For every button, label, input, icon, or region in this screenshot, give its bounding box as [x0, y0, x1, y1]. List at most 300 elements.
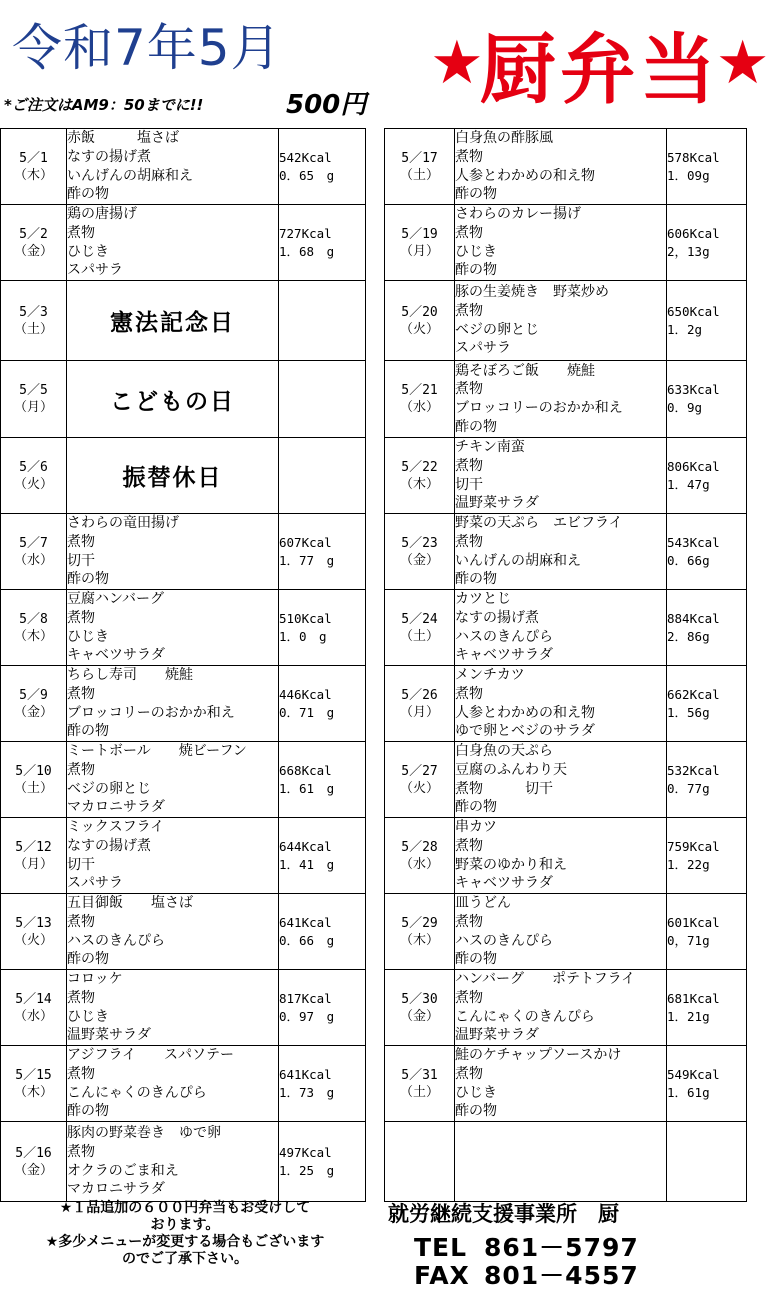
fax-number: 801－4557 — [484, 1261, 639, 1290]
menu-item: こんにゃくのきんぴら — [67, 1084, 207, 1101]
date-text: 5／20 — [401, 304, 438, 320]
weekday-text: （金） — [13, 704, 53, 720]
day-date — [1, 894, 67, 970]
nutrition — [667, 205, 747, 281]
day-date — [385, 281, 455, 361]
day-row — [1, 281, 366, 361]
menu-item: 皿うどん — [455, 895, 511, 911]
menu-item: マカロニサラダ — [67, 799, 165, 816]
nutrition — [279, 742, 366, 818]
date-text: 5／8 — [19, 611, 48, 627]
menu-item: 煮物 — [455, 381, 483, 398]
menu-item: 煮物 — [67, 533, 95, 550]
empty-cell — [279, 438, 366, 514]
menu-item: ミートボール 焼ビーフン — [67, 743, 247, 759]
kcal-value: 549Kcal — [667, 1066, 720, 1082]
day-row — [385, 894, 747, 970]
date-text: 5／13 — [15, 915, 52, 931]
kcal-value: 607Kcal — [279, 534, 332, 550]
date-text: 5／6 — [19, 459, 48, 475]
salt-value: 0．9g — [667, 400, 703, 415]
day-date — [385, 438, 455, 514]
menu-items — [455, 1046, 667, 1122]
date-text: 5／2 — [19, 226, 48, 242]
menu-item: 五目御飯 塩さば — [67, 895, 193, 911]
day-date — [1, 666, 67, 742]
day-row — [385, 361, 747, 438]
star-icon: ★ — [430, 28, 484, 98]
date-text: 5／29 — [401, 915, 438, 931]
kcal-value: 662Kcal — [667, 686, 720, 702]
kcal-value: 727Kcal — [279, 225, 332, 241]
menu-items — [455, 281, 667, 361]
day-date — [385, 818, 455, 894]
weekday-text: （土） — [13, 321, 53, 337]
menu-items — [67, 129, 279, 205]
menu-item: メンチカツ — [455, 667, 525, 683]
brand-logo — [430, 8, 770, 118]
menu-item: ハスのきんぴら — [67, 932, 165, 949]
salt-value: 0．66 g — [279, 932, 335, 948]
menu-item: 串カツ — [455, 819, 497, 835]
day-date — [1, 1122, 67, 1202]
day-row — [385, 205, 747, 281]
salt-value: 1．73 g — [279, 1084, 335, 1100]
salt-value: 0．97 g — [279, 1008, 335, 1024]
menu-item: 酢の物 — [455, 799, 497, 816]
kcal-value: 681Kcal — [667, 990, 720, 1006]
kcal-value: 650Kcal — [667, 303, 720, 319]
weekday-text: （土） — [13, 780, 53, 796]
day-date — [1, 129, 67, 205]
weekday-text: （水） — [399, 400, 439, 415]
menu-items — [67, 894, 279, 970]
kcal-value: 543Kcal — [667, 534, 720, 550]
menu-item: 酢の物 — [455, 951, 497, 968]
date-text: 5／30 — [401, 991, 438, 1007]
nutrition — [279, 1046, 366, 1122]
day-date — [385, 361, 455, 438]
menu-item: 切干 — [455, 476, 483, 493]
nutrition — [279, 514, 366, 590]
brand-name: 厨弁当 — [479, 24, 720, 114]
day-row — [1, 970, 366, 1046]
nutrition — [279, 1122, 366, 1202]
menu-item: ブロッコリーのおかか和え — [67, 704, 235, 721]
kcal-value: 532Kcal — [667, 762, 720, 778]
menu-items — [455, 361, 667, 438]
weekday-text: （木） — [13, 628, 53, 644]
nutrition — [279, 970, 366, 1046]
menu-item: 赤飯 塩さば — [67, 130, 179, 146]
menu-item: 酢の物 — [67, 723, 109, 740]
date-text: 5／24 — [401, 611, 438, 627]
menu-item: ひじき — [67, 628, 109, 645]
menu-table-left — [0, 128, 366, 1202]
day-row — [385, 666, 747, 742]
day-date — [385, 1046, 455, 1122]
menu-items — [455, 438, 667, 514]
note-line: のでご了承下さい。 — [122, 1251, 248, 1267]
salt-value: 0．65 g — [279, 167, 335, 183]
menu-item: さわらの竜田揚げ — [67, 515, 179, 531]
salt-value: 1．25 g — [279, 1162, 335, 1178]
salt-value: 1．61g — [667, 1084, 710, 1100]
day-row — [385, 281, 747, 361]
menu-items — [455, 818, 667, 894]
kcal-value: 641Kcal — [279, 1066, 332, 1082]
menu-item: 温野菜サラダ — [455, 1027, 539, 1044]
date-text: 5／22 — [401, 459, 438, 475]
day-row — [1, 129, 366, 205]
menu-item: 煮物 — [67, 609, 95, 626]
salt-value: 1．68 g — [279, 243, 335, 259]
menu-item: 酢の物 — [455, 1103, 497, 1120]
salt-value: 2．86g — [667, 628, 710, 644]
day-row — [385, 129, 747, 205]
date-text: 5／17 — [401, 150, 438, 166]
kcal-value: 806Kcal — [667, 458, 720, 474]
day-date — [1, 281, 67, 361]
menu-items — [455, 666, 667, 742]
menu-item: カツとじ — [455, 591, 511, 607]
nutrition — [279, 894, 366, 970]
day-date — [1, 205, 67, 281]
menu-item: 鶏の唐揚げ — [67, 206, 137, 222]
weekday-text: （火） — [399, 780, 439, 796]
holiday-name: 振替休日 — [67, 438, 279, 514]
nutrition — [667, 361, 747, 438]
menu-item: ブロッコリーのおかか和え — [455, 400, 623, 416]
weekday-text: （土） — [399, 1084, 439, 1100]
empty-row — [385, 1122, 747, 1202]
menu-items — [67, 970, 279, 1046]
day-date — [385, 514, 455, 590]
menu-item: 煮物 — [455, 989, 483, 1006]
menu-item: オクラのごま和え — [67, 1162, 179, 1179]
empty-cell — [385, 1122, 455, 1202]
menu-item: 切干 — [67, 856, 95, 873]
menu-item: 煮物 — [67, 761, 95, 778]
day-date — [385, 742, 455, 818]
date-text: 5／3 — [19, 304, 48, 320]
day-row — [385, 818, 747, 894]
day-date — [1, 818, 67, 894]
menu-item: ゆで卵とベジのサラダ — [455, 723, 595, 740]
menu-items — [67, 590, 279, 666]
date-text: 5／27 — [401, 763, 438, 779]
day-date — [385, 129, 455, 205]
day-row — [1, 1122, 366, 1202]
weekday-text: （火） — [399, 321, 439, 337]
menu-items — [67, 205, 279, 281]
menu-item: ハンバーグ ポテトフライ — [455, 971, 636, 987]
holiday-name: 憲法記念日 — [67, 281, 279, 361]
menu-item: 切干 — [67, 552, 95, 569]
menu-item: 煮物 — [455, 533, 483, 550]
menu-item: なすの揚げ煮 — [455, 609, 539, 626]
day-row — [1, 818, 366, 894]
day-row — [385, 970, 747, 1046]
menu-item: 豆腐ハンバーグ — [67, 591, 165, 607]
nutrition — [667, 818, 747, 894]
menu-item: 人参とわかめの和え物 — [455, 704, 595, 721]
date-text: 5／7 — [19, 535, 48, 551]
weekday-text: （月） — [13, 400, 53, 415]
weekday-text: （土） — [399, 167, 439, 183]
day-row — [385, 514, 747, 590]
weekday-text: （月） — [399, 243, 439, 259]
menu-item: 酢の物 — [455, 571, 497, 588]
menu-item: 野菜のゆかり和え — [455, 856, 567, 873]
weekday-text: （木） — [399, 932, 439, 948]
menu-items — [455, 894, 667, 970]
menu-items — [67, 666, 279, 742]
day-date — [1, 361, 67, 438]
nutrition — [667, 514, 747, 590]
weekday-text: （火） — [13, 932, 53, 948]
menu-item: 煮物 — [67, 685, 95, 702]
salt-value: 1．0 g — [279, 628, 327, 644]
menu-item: いんげんの胡麻和え — [67, 167, 193, 184]
menu-item: ひじき — [67, 243, 109, 260]
menu-item: ミックスフライ — [67, 819, 165, 835]
date-text: 5／28 — [401, 839, 438, 855]
menu-item: キャベツサラダ — [455, 647, 553, 664]
page-title: 令和7年5月 — [12, 19, 282, 77]
weekday-text: （金） — [13, 1162, 53, 1178]
menu-item: マカロニサラダ — [67, 1181, 165, 1198]
salt-value: 1．41 g — [279, 856, 335, 872]
day-row — [1, 742, 366, 818]
fax-label: FAX — [414, 1261, 470, 1290]
nutrition — [667, 438, 747, 514]
salt-value: 0．66g — [667, 552, 710, 568]
weekday-text: （木） — [399, 476, 439, 492]
menu-item: 煮物 — [67, 1143, 95, 1160]
nutrition — [279, 666, 366, 742]
nutrition — [667, 970, 747, 1046]
menu-item: ひじき — [455, 243, 497, 260]
kcal-value: 606Kcal — [667, 225, 720, 241]
date-text: 5／12 — [15, 839, 52, 855]
weekday-text: （月） — [13, 856, 53, 872]
day-date — [385, 970, 455, 1046]
kcal-value: 633Kcal — [667, 382, 720, 397]
salt-value: 1．09g — [667, 167, 710, 183]
menu-item: ひじき — [67, 1008, 109, 1025]
menu-item: コロッケ — [67, 971, 123, 987]
menu-item: こんにゃくのきんぴら — [455, 1008, 595, 1025]
weekday-text: （水） — [13, 552, 53, 568]
kcal-value: 759Kcal — [667, 838, 720, 854]
salt-value: 1．22g — [667, 856, 710, 872]
weekday-text: （金） — [13, 243, 53, 259]
salt-value: 1．47g — [667, 476, 710, 492]
salt-value: 0．71 g — [279, 704, 335, 720]
nutrition — [279, 590, 366, 666]
star-icon: ★ — [715, 28, 770, 98]
menu-item: 豚肉の野菜巻き ゆで卵 — [67, 1125, 221, 1141]
note-line: おります。 — [150, 1217, 220, 1233]
date-text: 5／15 — [15, 1067, 52, 1083]
day-row — [1, 894, 366, 970]
menu-item: 白身魚の天ぷら — [455, 743, 553, 759]
menu-item: ハスのきんぴら — [455, 932, 553, 949]
day-row — [1, 361, 366, 438]
day-row — [1, 666, 366, 742]
weekday-text: （金） — [399, 552, 439, 568]
date-text: 5／26 — [401, 687, 438, 703]
empty-cell — [279, 361, 366, 438]
menu-item: さわらのカレー揚げ — [455, 206, 581, 222]
nutrition — [667, 1046, 747, 1122]
note-line: ★多少メニューが変更する場合もございます — [45, 1234, 325, 1250]
salt-value: 1．2g — [667, 321, 703, 337]
menu-items — [67, 1046, 279, 1122]
salt-value: 1．77 g — [279, 552, 335, 568]
menu-item: スパサラ — [455, 340, 511, 357]
salt-value: 1．56g — [667, 704, 710, 720]
menu-item: 煮物 — [455, 224, 483, 241]
kcal-value: 510Kcal — [279, 610, 332, 626]
menu-item: 鮭のケチャップソースかけ — [455, 1047, 622, 1063]
weekday-text: （月） — [399, 704, 439, 720]
day-date — [1, 1046, 67, 1122]
date-text: 5／14 — [15, 991, 52, 1007]
kcal-value: 446Kcal — [279, 686, 332, 702]
day-date — [1, 970, 67, 1046]
date-text: 5／5 — [19, 383, 48, 398]
menu-item: 野菜の天ぷら エビフライ — [455, 515, 623, 531]
kcal-value: 644Kcal — [279, 838, 332, 854]
kcal-value: 601Kcal — [667, 914, 720, 930]
menu-item: 煮物 — [67, 913, 95, 930]
menu-item: 人参とわかめの和え物 — [455, 167, 595, 184]
holiday-name: こどもの日 — [67, 361, 279, 438]
menu-item: 煮物 — [455, 148, 483, 165]
menu-item: ひじき — [455, 1084, 497, 1101]
day-row — [1, 205, 366, 281]
day-date — [1, 438, 67, 514]
date-text: 5／21 — [401, 383, 438, 398]
fax-line — [414, 1256, 639, 1292]
kcal-value: 578Kcal — [667, 149, 720, 165]
menu-item: アジフライ スパソテー — [67, 1047, 235, 1063]
menu-table-right — [384, 128, 747, 1202]
date-text: 5／31 — [401, 1067, 438, 1083]
menu-item: ベジの卵とじ — [455, 321, 539, 338]
menu-items — [455, 205, 667, 281]
menu-items — [67, 742, 279, 818]
day-date — [1, 514, 67, 590]
salt-value: 0，71g — [667, 932, 710, 948]
menu-item: いんげんの胡麻和え — [455, 552, 581, 569]
menu-item: なすの揚げ煮 — [67, 148, 151, 165]
menu-item: 酢の物 — [67, 571, 109, 588]
day-row — [385, 590, 747, 666]
day-date — [1, 742, 67, 818]
salt-value: 1．21g — [667, 1008, 710, 1024]
footer-notes — [4, 1200, 366, 1268]
kcal-value: 641Kcal — [279, 914, 332, 930]
date-text: 5／23 — [401, 535, 438, 551]
date-text: 5／16 — [15, 1145, 52, 1161]
day-row — [1, 1046, 366, 1122]
menu-item: なすの揚げ煮 — [67, 837, 151, 854]
day-date — [385, 666, 455, 742]
menu-item: 酢の物 — [455, 262, 497, 279]
nutrition — [667, 894, 747, 970]
day-date — [385, 590, 455, 666]
day-row — [385, 1046, 747, 1122]
weekday-text: （木） — [13, 1084, 53, 1100]
nutrition — [279, 129, 366, 205]
menu-item: ちらし寿司 焼鮭 — [67, 667, 193, 683]
day-row — [1, 438, 366, 514]
menu-item: 豚の生姜焼き 野菜炒め — [455, 284, 609, 300]
empty-cell — [455, 1122, 667, 1202]
weekday-text: （火） — [13, 476, 53, 492]
menu-items — [67, 514, 279, 590]
nutrition — [667, 129, 747, 205]
menu-item: 温野菜サラダ — [67, 1027, 151, 1044]
kcal-value: 884Kcal — [667, 610, 720, 626]
menu-item: キャベツサラダ — [67, 647, 165, 664]
day-date — [385, 205, 455, 281]
note-line: ★１品追加の６００円弁当もお受けして — [59, 1200, 311, 1216]
empty-cell — [279, 281, 366, 361]
menu-item: 煮物 — [67, 1065, 95, 1082]
menu-item: 煮物 — [455, 457, 483, 474]
date-text: 5／19 — [401, 226, 438, 242]
menu-item: チキン南蛮 — [455, 439, 525, 455]
tel-label: TEL — [414, 1233, 468, 1262]
nutrition — [279, 205, 366, 281]
menu-items — [455, 590, 667, 666]
date-text: 5／1 — [19, 150, 48, 166]
menu-item: 温野菜サラダ — [455, 495, 539, 512]
menu-item: スパサラ — [67, 875, 123, 892]
menu-item: 白身魚の酢豚風 — [455, 130, 553, 146]
nutrition — [667, 742, 747, 818]
empty-cell — [667, 1122, 747, 1202]
day-date — [1, 590, 67, 666]
date-text: 5／9 — [19, 687, 48, 703]
menu-item: 酢の物 — [67, 186, 109, 203]
tel-number: 861－5797 — [484, 1233, 639, 1262]
menu-item: ハスのきんぴら — [455, 628, 553, 645]
menu-item: 豆腐のふんわり天 — [455, 761, 567, 778]
menu-item: 煮物 — [455, 913, 483, 930]
nutrition — [667, 666, 747, 742]
day-row — [385, 742, 747, 818]
menu-items — [67, 818, 279, 894]
menu-item: 煮物 — [455, 685, 483, 702]
order-deadline: *ご注文はAM9：50までに!! — [4, 96, 204, 114]
nutrition — [667, 590, 747, 666]
nutrition — [279, 818, 366, 894]
kcal-value: 542Kcal — [279, 149, 332, 165]
menu-item: 酢の物 — [67, 951, 109, 968]
menu-item: 酢の物 — [455, 186, 497, 203]
menu-items — [455, 129, 667, 205]
menu-items — [455, 514, 667, 590]
office-name: 就労継続支援事業所 厨 — [388, 1202, 619, 1226]
salt-value: 0．77g — [667, 780, 710, 796]
day-date — [385, 894, 455, 970]
menu-items — [67, 1122, 279, 1202]
